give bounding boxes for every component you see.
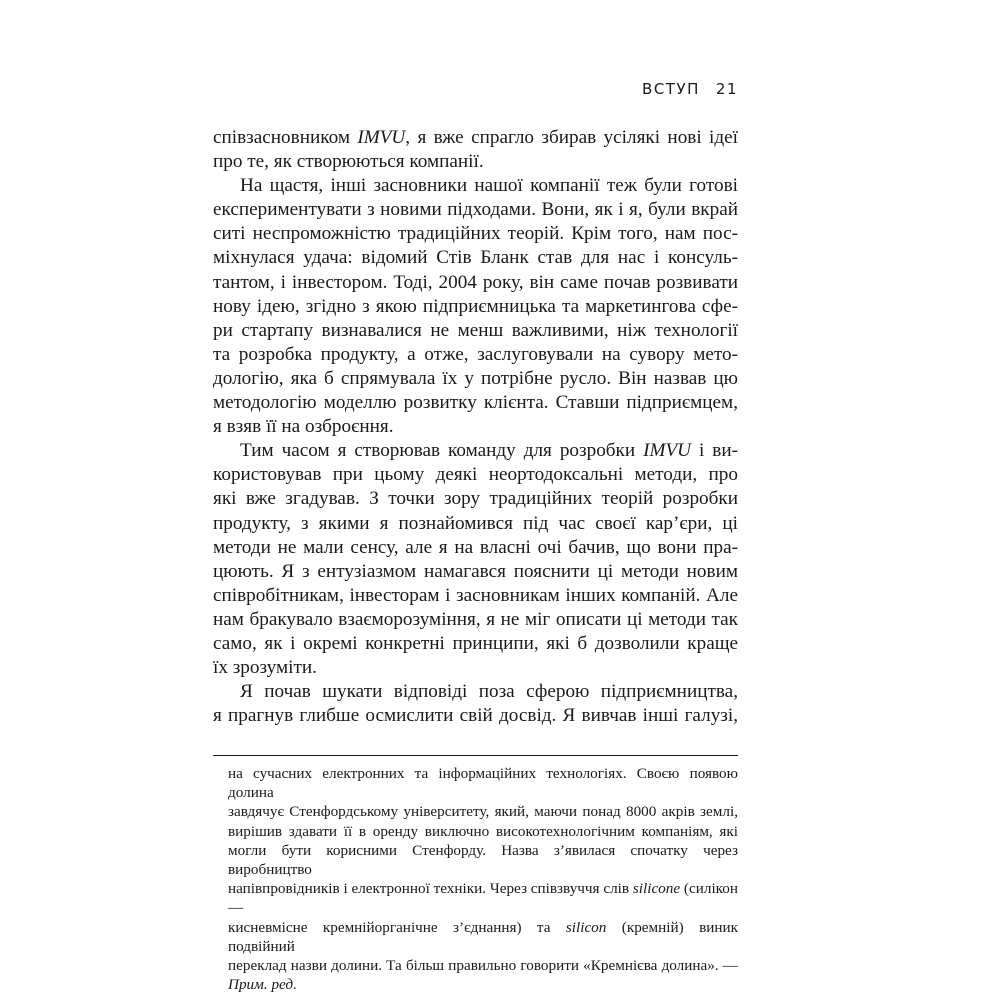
body-text-line — [213, 656, 738, 680]
body-text-line — [213, 367, 738, 391]
text-run: ситі неспроможністю традиційних теорій. Крім того, нам пос- — [213, 223, 738, 245]
body-text-line — [213, 439, 738, 463]
text-run: (силікон — — [228, 880, 738, 917]
text-run: На щастя, інші засновники нашої компанії теж були готові — [240, 175, 738, 197]
page-number: 21 — [715, 80, 738, 98]
text-run: переклад назви долини. Та більш правильно говорити «Кремнієва долина». — — [228, 957, 738, 975]
footnote-line — [228, 975, 738, 994]
italic-text: silicon — [565, 918, 607, 936]
text-run: нам бракувало взаєморозуміння, я не міг описати ці методи так — [213, 608, 738, 630]
text-run: міхнулася удача: відомий Стів Бланк став для нас і консуль- — [213, 247, 738, 269]
footnote-line — [228, 822, 738, 841]
text-run: напівпровідників і електронної техніки. Через співзвуччя слів — [228, 880, 633, 898]
footnote-line — [228, 841, 738, 879]
body-text-line — [213, 150, 738, 174]
text-run: само, як і окремі конкретні принципи, які б дозволили краще — [213, 632, 738, 654]
text-run: кисневмісне кремнійорганічне з’єднання) та — [228, 918, 566, 936]
text-run: ри стартапу визнавалися не менш важливими, ніж технології — [213, 319, 738, 341]
body-text-line — [213, 512, 738, 536]
text-run: які вже згадував. З точки зору традиційних теорій розробки — [213, 488, 738, 510]
text-run: експериментувати з новими підходами. Вони, як і я, були вкрай — [213, 199, 738, 221]
body-text — [213, 126, 738, 728]
italic-text: IMVU — [643, 440, 692, 462]
body-text-line — [213, 415, 738, 439]
text-run: користовував при цьому деякі неортодоксальні методи, про — [213, 464, 738, 486]
footnote-line — [228, 918, 738, 956]
text-run: цюють. Я з ентузіазмом намагався пояснити ці методи новим — [213, 560, 738, 582]
text-run: завдячує Стенфордському університету, який, маючи понад 8000 акрів землі, — [228, 803, 738, 821]
text-run: та розробка продукту, а отже, заслуговували на сувору мето- — [213, 343, 738, 365]
body-text-line — [213, 126, 738, 150]
body-text-line — [213, 680, 738, 704]
text-run: Тим часом я створював команду для розробки — [240, 440, 644, 462]
body-text-line — [213, 584, 738, 608]
running-head — [600, 80, 738, 98]
text-run: дологію, яка б спрямувала їх у потрібне русло. Він назвав цю — [213, 367, 738, 389]
footnote-line — [228, 879, 738, 917]
text-run: тантом, і інвестором. Тоді, 2004 року, він саме почав розвивати — [213, 271, 738, 293]
text-run: , я вже спрагло збирав усілякі нові ідеї — [405, 127, 738, 148]
footnote-line — [228, 764, 738, 802]
text-run: на сучасних електронних та інформаційних технологіях. Своєю появою долина — [228, 765, 738, 802]
text-run: співробітникам, інвесторам і засновникам інших компаній. Але — [213, 584, 738, 606]
body-text-line — [213, 608, 738, 632]
text-run: (кремній) виник подвійний — [228, 918, 738, 955]
body-text-line — [213, 536, 738, 560]
body-text-line — [213, 463, 738, 487]
body-text-line — [213, 271, 738, 295]
text-run: і ви- — [691, 440, 738, 462]
body-text-line — [213, 319, 738, 343]
italic-text: IMVU — [357, 127, 406, 148]
text-run: продукту, з якими я познайомився під час своєї кар’єри, ці — [213, 512, 738, 534]
body-text-line — [213, 222, 738, 246]
footnote-separator-rule — [213, 755, 738, 756]
italic-text: Прим. ред. — [228, 976, 297, 994]
text-run: методологію моделлю розвитку клієнта. Ставши підприємцем, — [213, 392, 738, 414]
text-run: про те, як створюються компанії. — [213, 151, 484, 173]
body-text-line — [213, 246, 738, 270]
body-text-line — [213, 487, 738, 511]
text-run: могли бути корисними Стенфорду. Назва з’явилася спочатку через виробництво — [228, 841, 738, 879]
text-run: співзасновником — [213, 127, 358, 148]
body-text-line — [213, 704, 738, 728]
text-run: вирішив здавати її в оренду виключно високотехнологічним компаніям, які — [228, 822, 738, 840]
text-run: нову ідею, згідно з якою підприємницька та маркетингова сфе- — [213, 295, 738, 317]
text-run: я прагнув глибше осмислити свій досвід. Я вивчав інші галузі, — [213, 705, 738, 727]
text-run: я взяв її на озброєння. — [213, 416, 394, 438]
text-run: їх зрозуміти. — [213, 657, 317, 679]
body-text-line — [213, 391, 738, 415]
body-text-line — [213, 632, 738, 656]
footnote-line — [228, 956, 738, 975]
body-text-line — [213, 560, 738, 584]
footnote — [228, 764, 738, 994]
italic-text: silicone — [632, 880, 681, 898]
text-run: методи не мали сенсу, але я на власні очі бачив, що вони пра- — [213, 536, 738, 558]
running-head-section: ВСТУП — [642, 80, 700, 98]
body-text-line — [213, 343, 738, 367]
footnote-line — [228, 802, 738, 821]
body-text-line — [213, 295, 738, 319]
text-run: Я почав шукати відповіді поза сферою підприємництва, — [240, 681, 738, 703]
body-text-line — [213, 174, 738, 198]
body-text-line — [213, 198, 738, 222]
